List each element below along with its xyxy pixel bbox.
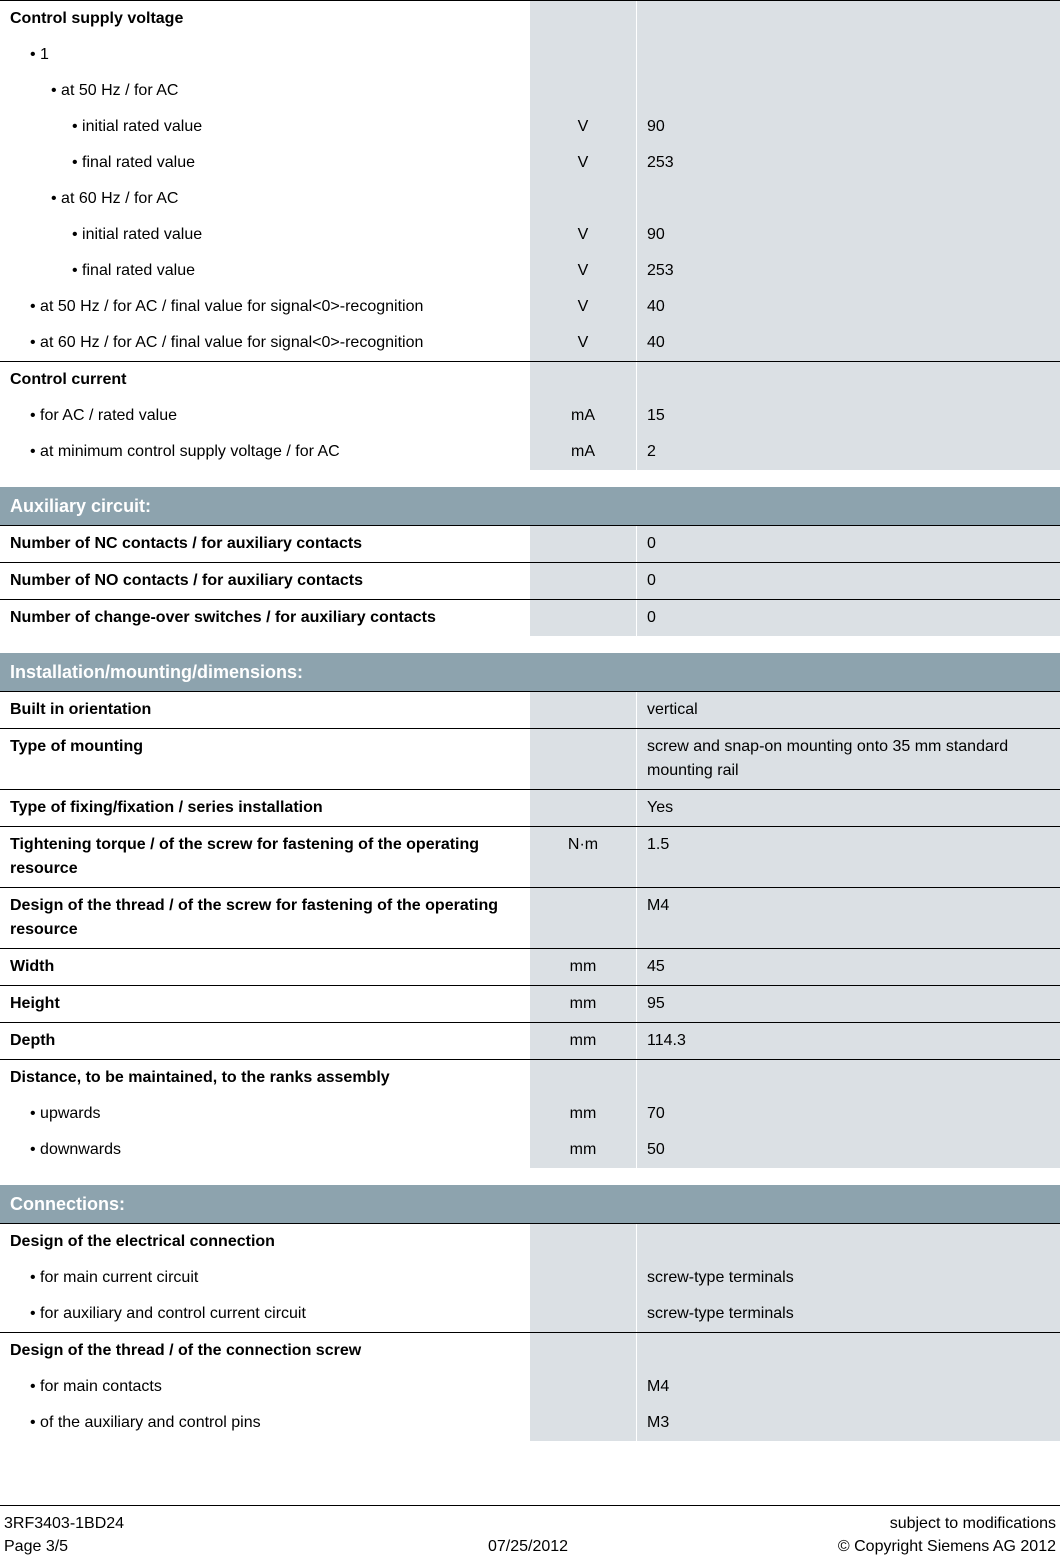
spec-unit bbox=[529, 1369, 636, 1405]
spec-group bbox=[0, 599, 1060, 636]
spec-label: • at minimum control supply voltage / for AC bbox=[0, 434, 529, 470]
spec-label: Number of NC contacts / for auxiliary contacts bbox=[0, 526, 529, 562]
spec-row bbox=[0, 1224, 1060, 1260]
spec-value: screw and snap-on mounting onto 35 mm standard mounting rail bbox=[636, 729, 1060, 789]
spec-value: Yes bbox=[636, 790, 1060, 826]
spec-group bbox=[0, 1059, 1060, 1168]
spec-row bbox=[0, 827, 1060, 887]
spec-value: 1.5 bbox=[636, 827, 1060, 887]
spec-group bbox=[0, 1332, 1060, 1441]
spec-unit: V bbox=[529, 217, 636, 253]
spec-value: M4 bbox=[636, 1369, 1060, 1405]
spec-label: • upwards bbox=[0, 1096, 529, 1132]
spec-row bbox=[0, 986, 1060, 1022]
spec-unit bbox=[529, 1405, 636, 1441]
spec-row bbox=[0, 888, 1060, 948]
spec-row bbox=[0, 692, 1060, 728]
spec-value: 90 bbox=[636, 217, 1060, 253]
spec-value: 0 bbox=[636, 563, 1060, 599]
spec-group bbox=[0, 361, 1060, 470]
spec-value: 45 bbox=[636, 949, 1060, 985]
spec-value: 70 bbox=[636, 1096, 1060, 1132]
spec-group bbox=[0, 0, 1060, 361]
spec-unit: V bbox=[529, 253, 636, 289]
spec-row bbox=[0, 1333, 1060, 1369]
spec-group bbox=[0, 789, 1060, 826]
spec-value: 40 bbox=[636, 289, 1060, 325]
spec-row bbox=[0, 398, 1060, 434]
spec-unit: V bbox=[529, 145, 636, 181]
spec-group bbox=[0, 1022, 1060, 1059]
spec-row bbox=[0, 526, 1060, 562]
spec-label: • for main current circuit bbox=[0, 1260, 529, 1296]
spec-row bbox=[0, 1369, 1060, 1405]
spec-unit bbox=[529, 1296, 636, 1332]
spec-unit: mm bbox=[529, 1096, 636, 1132]
spec-row bbox=[0, 1096, 1060, 1132]
spec-row bbox=[0, 1060, 1060, 1096]
spec-value: vertical bbox=[636, 692, 1060, 728]
copyright: © Copyright Siemens AG 2012 bbox=[837, 1538, 1056, 1555]
spec-row bbox=[0, 1132, 1060, 1168]
spec-label: • for auxiliary and control current circuit bbox=[0, 1296, 529, 1332]
spec-label: Width bbox=[0, 949, 529, 985]
spec-value: 15 bbox=[636, 398, 1060, 434]
spec-value bbox=[636, 1333, 1060, 1369]
spec-value bbox=[636, 362, 1060, 398]
spec-group bbox=[0, 728, 1060, 789]
spec-label: Distance, to be maintained, to the ranks assembly bbox=[0, 1060, 529, 1096]
spec-group bbox=[0, 887, 1060, 948]
spec-unit: mA bbox=[529, 398, 636, 434]
spec-unit: V bbox=[529, 325, 636, 361]
footer-date: 07/25/2012 bbox=[488, 1538, 569, 1555]
spec-unit bbox=[529, 1260, 636, 1296]
spec-group bbox=[0, 562, 1060, 599]
spec-unit bbox=[529, 181, 636, 217]
spec-label: Type of mounting bbox=[0, 729, 529, 789]
spec-label: Number of NO contacts / for auxiliary contacts bbox=[0, 563, 529, 599]
spec-group bbox=[0, 985, 1060, 1022]
spec-label: • for AC / rated value bbox=[0, 398, 529, 434]
spec-unit bbox=[529, 1224, 636, 1260]
spec-label: • for main contacts bbox=[0, 1369, 529, 1405]
spec-label: Control current bbox=[0, 362, 529, 398]
spec-label: • downwards bbox=[0, 1132, 529, 1168]
page-number: Page 3/5 bbox=[4, 1538, 69, 1555]
spec-label: • at 50 Hz / for AC bbox=[0, 73, 529, 109]
spec-label: Depth bbox=[0, 1023, 529, 1059]
spec-value: 253 bbox=[636, 253, 1060, 289]
spec-unit bbox=[529, 73, 636, 109]
spec-unit bbox=[529, 526, 636, 562]
spec-row bbox=[0, 563, 1060, 599]
spec-unit bbox=[529, 600, 636, 636]
spec-unit bbox=[529, 1060, 636, 1096]
product-code: 3RF3403-1BD24 bbox=[4, 1515, 125, 1532]
spec-row bbox=[0, 253, 1060, 289]
spec-label: Number of change-over switches / for auxiliary contacts bbox=[0, 600, 529, 636]
spec-label: • 1 bbox=[0, 37, 529, 73]
spec-row bbox=[0, 949, 1060, 985]
spec-unit bbox=[529, 729, 636, 789]
spec-value bbox=[636, 1224, 1060, 1260]
spec-row bbox=[0, 181, 1060, 217]
spec-row bbox=[0, 73, 1060, 109]
spec-row bbox=[0, 217, 1060, 253]
spec-label: • at 50 Hz / for AC / final value for signal<0>-recognition bbox=[0, 289, 529, 325]
section-header: Auxiliary circuit: bbox=[0, 487, 1060, 526]
spec-unit bbox=[529, 790, 636, 826]
spec-label: Design of the electrical connection bbox=[0, 1224, 529, 1260]
spec-label: • initial rated value bbox=[0, 109, 529, 145]
spec-row bbox=[0, 145, 1060, 181]
spec-row bbox=[0, 1260, 1060, 1296]
spec-row bbox=[0, 289, 1060, 325]
spec-row bbox=[0, 1, 1060, 37]
spec-row bbox=[0, 434, 1060, 470]
spec-value: 2 bbox=[636, 434, 1060, 470]
spec-group bbox=[0, 1224, 1060, 1332]
spec-row bbox=[0, 362, 1060, 398]
spec-unit bbox=[529, 888, 636, 948]
spec-unit: N·m bbox=[529, 827, 636, 887]
spec-label: • at 60 Hz / for AC bbox=[0, 181, 529, 217]
spec-label: Design of the thread / of the connection screw bbox=[0, 1333, 529, 1369]
spec-value: 90 bbox=[636, 109, 1060, 145]
spec-value: 0 bbox=[636, 600, 1060, 636]
spec-label: Design of the thread / of the screw for fastening of the operating resource bbox=[0, 888, 529, 948]
spec-row bbox=[0, 109, 1060, 145]
spec-unit bbox=[529, 1333, 636, 1369]
spec-group bbox=[0, 526, 1060, 562]
spec-value bbox=[636, 1, 1060, 37]
spec-value: screw-type terminals bbox=[636, 1296, 1060, 1332]
spec-row bbox=[0, 600, 1060, 636]
spec-unit: V bbox=[529, 289, 636, 325]
spec-label: • final rated value bbox=[0, 145, 529, 181]
spec-row bbox=[0, 1023, 1060, 1059]
spec-value: 114.3 bbox=[636, 1023, 1060, 1059]
spec-value bbox=[636, 1060, 1060, 1096]
section-header: Installation/mounting/dimensions: bbox=[0, 653, 1060, 692]
section-header: Connections: bbox=[0, 1185, 1060, 1224]
spec-label: • final rated value bbox=[0, 253, 529, 289]
spec-unit: mm bbox=[529, 1023, 636, 1059]
spec-value bbox=[636, 73, 1060, 109]
spec-group bbox=[0, 692, 1060, 728]
spec-label: • initial rated value bbox=[0, 217, 529, 253]
spec-row bbox=[0, 37, 1060, 73]
spec-row bbox=[0, 325, 1060, 361]
spec-row bbox=[0, 790, 1060, 826]
spec-value: 50 bbox=[636, 1132, 1060, 1168]
modification-note: subject to modifications bbox=[889, 1515, 1056, 1532]
spec-unit: mm bbox=[529, 1132, 636, 1168]
spec-group bbox=[0, 826, 1060, 887]
spec-unit bbox=[529, 1, 636, 37]
spec-unit: mA bbox=[529, 434, 636, 470]
spec-value: 0 bbox=[636, 526, 1060, 562]
spec-value bbox=[636, 37, 1060, 73]
spec-unit: V bbox=[529, 109, 636, 145]
page-footer bbox=[0, 1505, 1060, 1555]
spec-value: 40 bbox=[636, 325, 1060, 361]
spec-value bbox=[636, 181, 1060, 217]
spec-label: Built in orientation bbox=[0, 692, 529, 728]
spec-row bbox=[0, 729, 1060, 789]
spec-value: 253 bbox=[636, 145, 1060, 181]
spec-row bbox=[0, 1405, 1060, 1441]
spec-unit bbox=[529, 563, 636, 599]
spec-unit bbox=[529, 692, 636, 728]
spec-value: M4 bbox=[636, 888, 1060, 948]
spec-label: Height bbox=[0, 986, 529, 1022]
spec-value: 95 bbox=[636, 986, 1060, 1022]
spec-row bbox=[0, 1296, 1060, 1332]
spec-label: Type of fixing/fixation / series installation bbox=[0, 790, 529, 826]
spec-value: M3 bbox=[636, 1405, 1060, 1441]
spec-label: Control supply voltage bbox=[0, 1, 529, 37]
spec-label: • of the auxiliary and control pins bbox=[0, 1405, 529, 1441]
spec-label: • at 60 Hz / for AC / final value for signal<0>-recognition bbox=[0, 325, 529, 361]
spec-unit bbox=[529, 362, 636, 398]
spec-unit: mm bbox=[529, 986, 636, 1022]
spec-value: screw-type terminals bbox=[636, 1260, 1060, 1296]
spec-group bbox=[0, 948, 1060, 985]
spec-label: Tightening torque / of the screw for fastening of the operating resource bbox=[0, 827, 529, 887]
spec-unit bbox=[529, 37, 636, 73]
spec-unit: mm bbox=[529, 949, 636, 985]
